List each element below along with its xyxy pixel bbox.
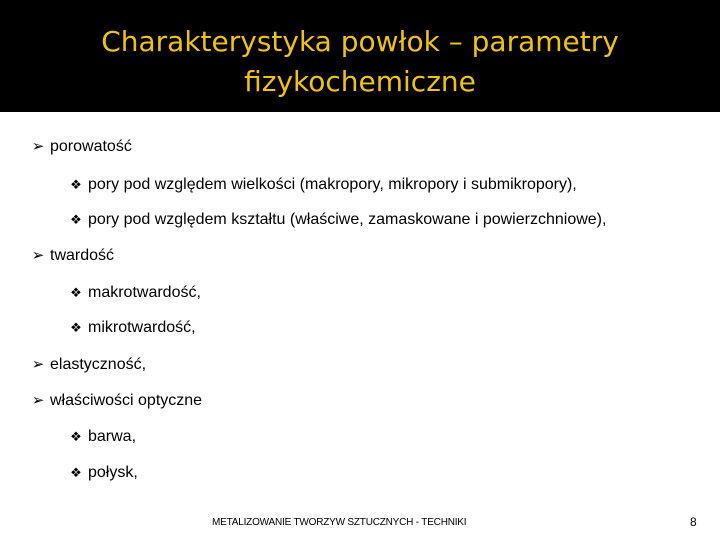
sub-bullet-item (68, 318, 196, 338)
sub-bullet-item (68, 175, 577, 195)
arrow-bullet-icon: ➢ (31, 392, 45, 409)
sub-bullet-item (68, 427, 136, 447)
bullet-item (30, 246, 114, 266)
bullet-text: właściwości optyczne (50, 392, 203, 409)
diamond-bullet-icon: ❖ (70, 285, 82, 300)
diamond-bullet-icon: ❖ (70, 212, 82, 227)
sub-bullet-item (68, 210, 606, 230)
bullet-item (30, 355, 146, 375)
page-number: 8 (690, 515, 697, 529)
bullet-item (30, 137, 132, 157)
sub-bullet-text: mikrotwardość, (88, 319, 196, 336)
sub-bullet-item (68, 283, 201, 303)
sub-bullet-text: pory pod względem kształtu (właściwe, zamaskowane i powierzchniowe), (88, 211, 607, 228)
bullet-item (30, 391, 202, 411)
sub-bullet-text: makrotwardość, (88, 284, 201, 301)
diamond-bullet-icon: ❖ (70, 465, 82, 480)
diamond-bullet-icon: ❖ (70, 320, 82, 335)
slide-title: Charakterystyka powłok – parametry fizykochemiczne (101, 25, 619, 98)
diamond-bullet-icon: ❖ (70, 177, 82, 192)
arrow-bullet-icon: ➢ (31, 247, 45, 264)
sub-bullet-text: pory pod względem wielkości (makropory, mikropory i submikropory), (88, 176, 577, 193)
slide-footer: METALIZOWANIE TWORZYW SZTUCZNYCH - TECHNIKI (212, 517, 467, 528)
sub-bullet-text: połysk, (88, 464, 138, 481)
sub-bullet-item (68, 463, 138, 483)
bullet-text: porowatość (50, 138, 132, 155)
sub-bullet-text: barwa, (88, 428, 137, 445)
diamond-bullet-icon: ❖ (70, 429, 82, 444)
arrow-bullet-icon: ➢ (31, 138, 45, 155)
bullet-text: elastyczność, (50, 356, 147, 373)
bullet-text: twardość (50, 247, 115, 264)
arrow-bullet-icon: ➢ (31, 356, 45, 373)
